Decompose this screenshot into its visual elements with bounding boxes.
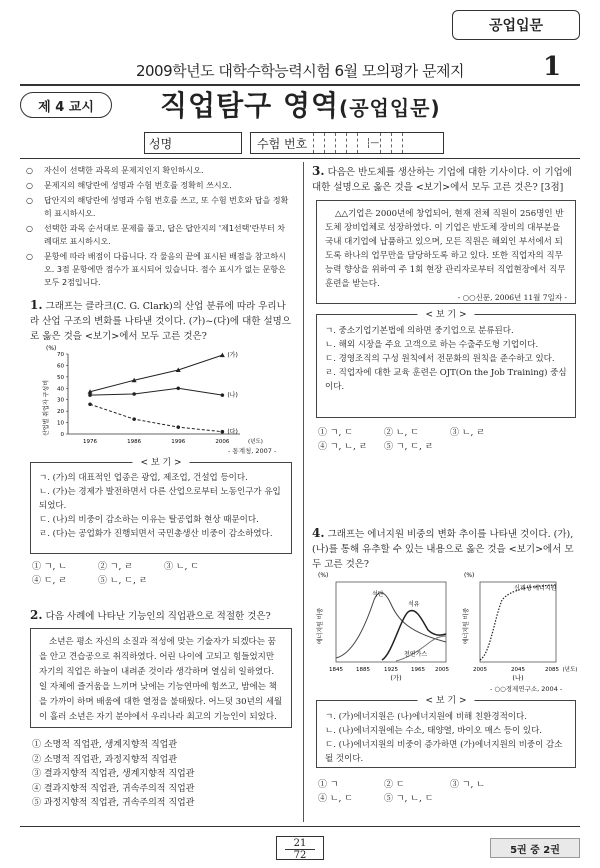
answer-option[interactable]: ③ 결과지향적 직업관, 생계지향적 직업관 (32, 769, 195, 779)
exam-number-label: 수험 번호 (257, 136, 308, 151)
header-rule-bottom (20, 158, 580, 159)
exam-number-cell[interactable] (391, 133, 402, 153)
answer-option[interactable]: ⑤ ㄴ, ㄷ, ㄹ (98, 576, 148, 586)
choice-item: ㄴ. (나)에너지원에는 수소, 태양열, 바이오 매스 등이 있다. (325, 726, 542, 736)
q1-ytick-label: 30 (57, 397, 64, 404)
question-4 (312, 526, 576, 572)
exam-number-dash: — (370, 138, 380, 148)
q1-data-point (221, 430, 225, 434)
question-number: 2. (30, 608, 43, 622)
exam-title: 2009학년도 대학수학능력시험 6월 모의평가 문제지 (135, 62, 465, 80)
q4-source: - ○○경제연구소, 2004 - (490, 685, 563, 693)
q3-choices-box (316, 310, 576, 418)
q4-chart-na (458, 570, 580, 682)
q1-data-point (132, 417, 136, 421)
q4b-xtick: 2005 (473, 667, 487, 673)
footer-volume: 5권 중 2권 (490, 838, 580, 858)
name-label: 성명 (149, 136, 173, 151)
choice-item: ㄹ. (다)는 공업화가 진행되면서 국민총생산 비중이 감소하였다. (39, 529, 273, 539)
choice-item: ㄱ. (가)의 대표적인 업종은 광업, 제조업, 건설업 등이다. (39, 473, 248, 483)
q4a-xtick: 1965 (411, 667, 425, 673)
answer-option[interactable]: ④ ㄱ, ㄴ, ㄹ (318, 442, 368, 452)
question-1 (30, 298, 292, 344)
q4a-label-coal: 석탄 (372, 591, 384, 598)
exam-number-cell[interactable] (380, 133, 391, 153)
q1-series-label: (나) (227, 392, 238, 400)
footer-page-indicator (276, 836, 324, 860)
exam-number-cell[interactable] (313, 133, 324, 153)
q1-xtick-label: 2006 (215, 439, 230, 445)
q1-series-line (90, 388, 222, 395)
q4a-frame (336, 582, 446, 662)
q1-xlabel: (년도) (248, 439, 263, 445)
q1-xtick-label: 1976 (83, 439, 98, 445)
choice-item: ㄴ. (가)는 경제가 발전하면서 다른 산업으로부터 노동인구가 유입되었다. (39, 487, 281, 511)
q4-chart-ga (312, 570, 452, 682)
answer-option[interactable]: ① 소명적 직업관, 생계지향적 직업관 (32, 740, 178, 750)
main-title-sub: (공업입문) (339, 96, 441, 120)
answer-option[interactable]: ③ ㄴ, ㄷ (164, 562, 199, 572)
q4b-ylabel: 에너지원 비중 (463, 607, 470, 645)
answer-option[interactable]: ① ㄱ, ㄷ (318, 428, 353, 438)
exam-number-cell[interactable] (324, 133, 335, 153)
q3-article: △△기업은 2000년에 창업되어, 현재 전체 직원이 256명인 반도체 장비업체로 성장하였다. 이 기업은 반도체 장비의 대부분을 국내 대기업에 납품하고 있으며, 모든 직원은 해외인 부서에서 되도록 하나의 업무만을 담당하도록 하고 있다. 또한 직업자의 직무능력 향상을 위하여 주 1회 현장 관리자로부터 직업현장에서 직무훈련을 받는다. (325, 209, 566, 289)
q2-passage-box (30, 628, 292, 728)
q3-source: - ○○신문, 2006년 11월 7일자 - (457, 293, 567, 302)
answer-option[interactable]: ⑤ 과정지향적 직업관, 귀속주의적 직업관 (32, 798, 195, 808)
main-title (160, 84, 441, 124)
choice-item: ㄹ. 직업자에 대한 교육 훈련은 OJT(On the Job Training) 중심이다. (325, 368, 567, 392)
question-2 (30, 608, 292, 624)
instruction-item: ○ 문제지의 해당란에 성명과 수험 번호를 정확히 쓰시오. (34, 179, 292, 192)
q1-ylabel: 산업별 취업자 구성비 (43, 380, 50, 436)
answer-option[interactable]: ④ ㄴ, ㄷ (318, 794, 353, 804)
subject-box: 공업입문 (452, 10, 580, 40)
answer-option[interactable]: ④ 결과지향적 직업관, 귀속주의적 직업관 (32, 783, 195, 794)
answer-option[interactable]: ① ㄱ (318, 780, 339, 790)
q1-series-line (90, 404, 222, 431)
q4b-label: 신재생 에너지원 (514, 585, 557, 592)
q4a-xtick: 1885 (356, 667, 370, 673)
question-number: 1. (30, 298, 43, 312)
q1-xtick-label: 1996 (171, 439, 186, 445)
answer-option[interactable]: ③ ㄱ, ㄴ (450, 780, 485, 790)
exam-number-field[interactable] (250, 132, 444, 154)
answer-option[interactable]: ② ㄴ, ㄷ (384, 428, 419, 438)
q4a-label-gas: 천연가스 (404, 651, 428, 658)
q4b-xlabel: (년도) (562, 667, 578, 673)
question-stem: 다음 사례에 나타난 기능인의 직업관으로 적절한 것은? (45, 611, 271, 622)
q3-options (318, 426, 576, 454)
q1-data-point (176, 386, 180, 390)
q4b-xtick: 2045 (511, 667, 525, 673)
footer-page-current: 21 (293, 838, 307, 849)
q1-choices-box (30, 458, 292, 554)
q4a-label-oil: 석유 (408, 601, 420, 608)
choice-item: ㄷ. (나)의 비중이 감소하는 이유는 탈공업화 현상 때문이다. (39, 515, 259, 525)
q4a-xtick: 1925 (384, 667, 398, 673)
q4a-xtick: 1845 (329, 667, 343, 673)
question-3 (312, 164, 576, 195)
q4b-title: (나) (512, 674, 524, 682)
q1-xtick-label: 1986 (127, 439, 142, 445)
q1-series (88, 351, 238, 436)
exam-number-cell[interactable] (346, 133, 357, 153)
q4a-title: (가) (390, 674, 402, 682)
page-number: 1 (543, 52, 562, 82)
period-badge: 제 4 교시 (20, 92, 112, 118)
column-divider (303, 162, 304, 822)
q1-data-point (88, 402, 92, 406)
instruction-item: ○ 문항에 따라 배점이 다릅니다. 각 물음의 끝에 표시된 배점을 참고하시오. 3점 문항에만 점수가 표시되어 있습니다. 점수 표시가 없는 문항은 모두 2점입니다. (34, 250, 292, 289)
box-title: < 보 기 > (417, 694, 474, 708)
q4a-ylabel: 에너지원 비중 (317, 607, 324, 645)
choice-item: ㄴ. 해외 시장을 주요 고객으로 하는 수출주도형 기업이다. (325, 340, 539, 350)
question-stem: 다음은 반도체를 생산하는 기업에 대한 기사이다. 이 기업에 대한 설명으로 옳은 것을 <보기>에서 모두 고른 것은? [3점] (312, 167, 572, 193)
answer-option[interactable]: ③ ㄴ, ㄹ (450, 428, 485, 438)
choice-item: ㄱ. 중소기업기본법에 의하면 중기업으로 분류된다. (325, 326, 514, 336)
instruction-item: ○ 선택한 과목 순서대로 문제를 풀고, 답은 답안지의 '제1선택'란부터 차례대로 표시하시오. (34, 222, 292, 248)
q2-passage: 소년은 평소 자신의 소질과 적성에 맞는 기술자가 되겠다는 꿈을 안고 견습공으로 취직하였다. 어린 나이에 고되고 힘들었지만 자기의 직업은 하늘이 내려준 것이라 생각하며 열심히 일하였다. 일 자체에 즐거움을 느끼며 낮에는 기능연마에 힘쓰고, 밤에는 책을 가까이 하며 배움에 대한 열정을 불태웠다. 어느덧 30년의 세월이 흘러 소년은 자기 분야에서 우리나라 최고의 기능인이 되었다. (39, 637, 283, 722)
q1-data-point (176, 425, 180, 429)
name-field[interactable] (144, 132, 242, 154)
choice-item: ㄱ. (가)에너지원은 (나)에너지원에 비해 친환경적이다. (325, 712, 527, 722)
q1-options (32, 560, 292, 588)
q3-article-box (316, 200, 576, 304)
exam-number-cell[interactable] (402, 133, 413, 153)
q4-options (318, 778, 576, 806)
q1-yunit: (%) (46, 345, 57, 352)
q1-series-label: (다) (227, 428, 238, 436)
choice-item: ㄷ. 경영조직의 구성 원칙에서 전문화의 원칙을 준수하고 있다. (325, 354, 555, 364)
q1-data-point (221, 393, 225, 397)
q1-ytick-label: 40 (57, 386, 64, 393)
question-number: 3. (312, 164, 325, 178)
footer-page-total: 72 (285, 849, 315, 861)
q1-line-chart (40, 344, 290, 452)
q4b-frame (480, 582, 556, 662)
footer-rule (20, 826, 580, 827)
answer-option[interactable]: ② 소명적 직업관, 과정지향적 직업관 (32, 754, 178, 765)
q1-ytick-label: 60 (57, 363, 64, 370)
answer-option[interactable]: ⑤ ㄱ, ㄷ, ㄹ (384, 442, 434, 452)
q4b-yunit: (%) (464, 572, 475, 579)
box-title: < 보 기 > (417, 308, 474, 322)
q1-series-label: (가) (227, 352, 238, 360)
exam-number-cell[interactable] (357, 133, 368, 153)
box-title: < 보 기 > (132, 456, 189, 470)
q4b-line-renewable (480, 585, 556, 660)
q2-options (32, 738, 292, 811)
q1-ytick-label: 70 (57, 352, 64, 358)
q1-series-line (90, 355, 222, 392)
q1-ytick-label: 10 (57, 420, 64, 427)
q1-ytick-label: 20 (57, 409, 64, 416)
question-stem: 그래프는 에너지원 비중의 변화 추이를 나타낸 것이다. (가), (나)를 통해 유추할 수 있는 내용으로 옳은 것을 <보기>에서 모두 고른 것은? (312, 529, 574, 570)
answer-option[interactable]: ② ㄷ (384, 780, 405, 790)
question-number: 4. (312, 526, 325, 540)
choice-item: ㄷ. (나)에너지원의 비중이 증가하면 (가)에너지원의 비중이 감소될 것이다. (325, 740, 563, 764)
main-title-text: 직업탐구 영역 (160, 89, 340, 122)
q4b-xtick: 2085 (545, 667, 559, 673)
q1-data-point (88, 393, 92, 397)
answer-option[interactable]: ② ㄱ, ㄹ (98, 562, 133, 572)
answer-option[interactable]: ① ㄱ, ㄴ (32, 562, 67, 572)
instruction-item: ○ 자신이 선택한 과목의 문제지인지 확인하시오. (34, 164, 292, 177)
answer-option[interactable]: ⑤ ㄱ, ㄴ, ㄷ (384, 794, 434, 804)
q4a-xtick: 2005 (435, 667, 449, 673)
instruction-item: ○ 답안지의 해당란에 성명과 수험 번호를 쓰고, 또 수험 번호와 답을 정확히 표시하시오. (34, 194, 292, 220)
question-stem: 그래프는 클라크(C. G. Clark)의 산업 분류에 따라 우리나라 산업 구조의 변화를 나타낸 것이다. (가)~(다)에 대한 설명으로 옳은 것을 <보기>에서 모두 고른 것은? (30, 301, 292, 342)
answer-option[interactable]: ④ ㄷ, ㄹ (32, 576, 67, 586)
instructions-list (34, 164, 292, 291)
q4a-yunit: (%) (318, 572, 329, 579)
q4-choices-box (316, 696, 576, 768)
q1-ytick-label: 0 (60, 432, 64, 438)
q1-source: - 통계청, 2007 - (228, 447, 277, 455)
q1-ytick-label: 50 (57, 374, 64, 381)
exam-number-cell[interactable] (335, 133, 346, 153)
q1-data-point (220, 353, 225, 358)
q1-data-point (132, 392, 136, 396)
